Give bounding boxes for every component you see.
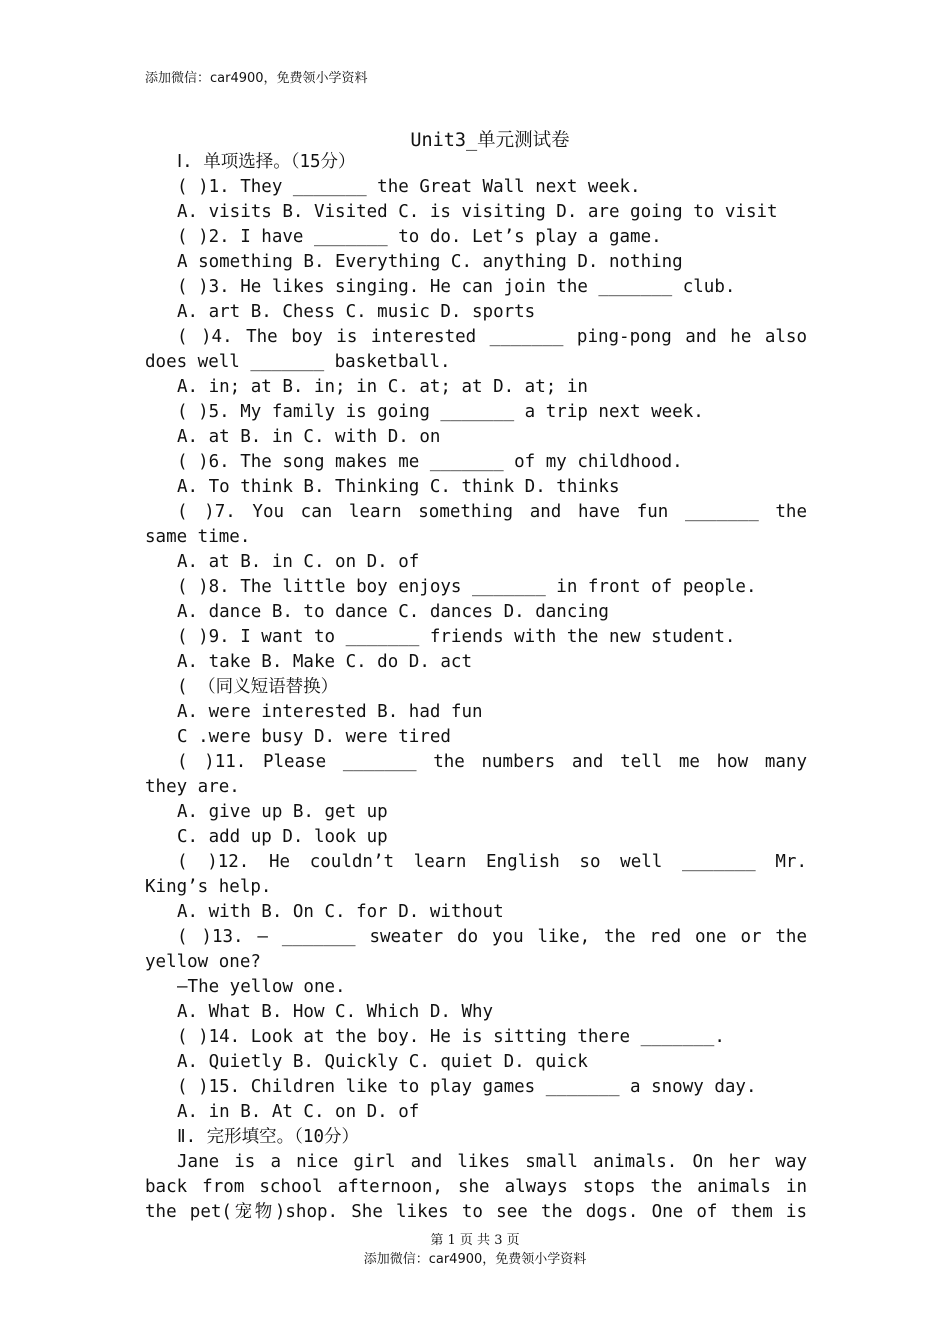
question-11-continued: they are. xyxy=(145,777,240,797)
section-heading-1: Ⅰ. 单项选择。（15分） xyxy=(177,152,356,172)
question-3: ( )3. He likes singing. He can join the _______ club. xyxy=(177,277,736,297)
question-13: ( )13. — _______ sweater do you like, the red one or the xyxy=(177,927,807,947)
options-12: A. with B. On C. for D. without xyxy=(177,902,504,922)
question-8: ( )8. The little boy enjoys _______ in front of people. xyxy=(177,577,757,597)
options-8: A. dance B. to dance C. dances D. dancing xyxy=(177,602,609,622)
question-1: ( )1. They _______ the Great Wall next week. xyxy=(177,177,641,197)
options-4: A. in; at B. in; in C. at; at D. at; in xyxy=(177,377,588,397)
options-9: A. take B. Make C. do D. act xyxy=(177,652,473,672)
passage-line-3: the pet(宠物)shop. She likes to see the dogs. One of them is xyxy=(145,1202,807,1222)
page-number: 第 1 页 共 3 页 xyxy=(430,1233,520,1248)
question-13-continued: yellow one? xyxy=(145,952,261,972)
passage-line-1: Jane is a nice girl and likes small animals. On her way xyxy=(177,1152,807,1172)
options-15: A. in B. At C. on D. of xyxy=(177,1102,420,1122)
options-14: A. Quietly B. Quickly C. quiet D. quick xyxy=(177,1052,588,1072)
options-10b: C .were busy D. were tired xyxy=(177,727,451,747)
question-12-continued: King’s help. xyxy=(145,877,272,897)
question-4: ( )4. The boy is interested _______ ping-pong and he also xyxy=(177,327,807,347)
options-2: A something B. Everything C. anything D. nothing xyxy=(177,252,683,272)
question-13-answer: —The yellow one. xyxy=(177,977,346,997)
question-11: ( )11. Please _______ the numbers and tell me how many xyxy=(177,752,807,772)
question-9: ( )9. I want to _______ friends with the new student. xyxy=(177,627,736,647)
document-title: Unit3_单元测试卷 xyxy=(410,130,570,151)
question-7: ( )7. You can learn something and have fun _______ the xyxy=(177,502,807,522)
passage-line-2: back from school afternoon, she always stops the animals in xyxy=(145,1177,807,1197)
question-15: ( )15. Children like to play games _______ a snowy day. xyxy=(177,1077,757,1097)
options-10a: A. were interested B. had fun xyxy=(177,702,483,722)
question-6: ( )6. The song makes me _______ of my childhood. xyxy=(177,452,683,472)
footer-note: 添加微信：car4900，免费领小学资料 xyxy=(363,1252,587,1267)
options-3: A. art B. Chess C. music D. sports xyxy=(177,302,536,322)
question-5: ( )5. My family is going _______ a trip next week. xyxy=(177,402,704,422)
question-7-continued: same time. xyxy=(145,527,251,547)
options-6: A. To think B. Thinking C. think D. thinks xyxy=(177,477,620,497)
section-heading-2: Ⅱ. 完形填空。（10分） xyxy=(177,1127,360,1147)
question-4-continued: does well _______ basketball. xyxy=(145,352,451,372)
options-11b: C. add up D. look up xyxy=(177,827,388,847)
question-14: ( )14. Look at the boy. He is sitting there _______. xyxy=(177,1027,725,1047)
header-note: 添加微信：car4900，免费领小学资料 xyxy=(145,71,368,86)
question-2: ( )2. I have _______ to do. Let’s play a game. xyxy=(177,227,662,247)
options-11a: A. give up B. get up xyxy=(177,802,388,822)
options-5: A. at B. in C. with D. on xyxy=(177,427,441,447)
question-12: ( )12. He couldn’t learn English so well _______ Mr. xyxy=(177,852,807,872)
options-13: A. What B. How C. Which D. Why xyxy=(177,1002,494,1022)
options-7: A. at B. in C. on D. of xyxy=(177,552,420,572)
options-1: A. visits B. Visited C. is visiting D. are going to visit xyxy=(177,202,778,222)
question-10: ( （同义短语替换） xyxy=(177,677,339,697)
